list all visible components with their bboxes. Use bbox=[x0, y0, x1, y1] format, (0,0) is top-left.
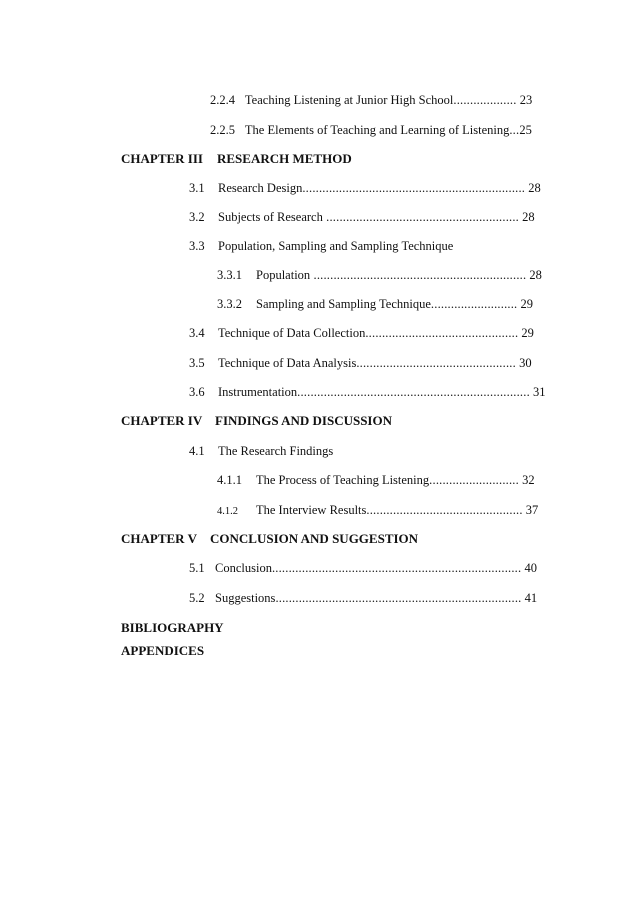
entry-title: Technique of Data Collection bbox=[218, 326, 366, 340]
leader-dots: .......................................................................... bbox=[275, 591, 522, 605]
page-number: 29 bbox=[520, 297, 533, 311]
page-number: 32 bbox=[522, 473, 535, 487]
page-number: 31 bbox=[533, 385, 546, 399]
entry-title: Instrumentation bbox=[218, 385, 298, 399]
toc-entry-5-1 bbox=[189, 560, 537, 576]
toc-entry-3-3-2 bbox=[217, 296, 533, 312]
entry-number: 3.1 bbox=[189, 181, 205, 195]
entry-title: Teaching Listening at Junior High School bbox=[244, 93, 454, 107]
page-number: 23 bbox=[519, 93, 533, 107]
toc-entry-3-6 bbox=[189, 384, 546, 400]
page-number: 28 bbox=[522, 210, 535, 224]
entry-number: 3.5 bbox=[189, 356, 205, 370]
entry-title: Conclusion bbox=[215, 561, 272, 575]
leader-dots: ................................................................... bbox=[302, 181, 526, 195]
appendices-heading: APPENDICES bbox=[121, 643, 205, 658]
leader-dots: ................................................ bbox=[356, 356, 516, 370]
leader-dots: ...................................................................... bbox=[297, 385, 530, 399]
entry-number: 3.4 bbox=[189, 326, 205, 340]
page-number: 25 bbox=[519, 123, 532, 137]
entry-number: 4.1.2 bbox=[217, 506, 238, 517]
entry-title: The Elements of Teaching and Learning of Listening bbox=[244, 123, 510, 137]
page-number: 37 bbox=[525, 503, 539, 517]
page-number: 41 bbox=[524, 591, 538, 605]
leader-dots: .......................................................... bbox=[322, 210, 520, 224]
entry-number: 4.1 bbox=[189, 444, 205, 458]
entry-title: Research Design bbox=[218, 181, 303, 195]
entry-title: Population bbox=[256, 268, 311, 282]
chapter-5-heading bbox=[121, 531, 418, 547]
chapter-4-heading bbox=[121, 413, 392, 429]
toc-entry-5-2 bbox=[189, 590, 537, 606]
toc-entry-3-4 bbox=[189, 325, 534, 341]
toc-entry-3-1 bbox=[189, 180, 541, 196]
entry-number: 5.2 bbox=[189, 591, 205, 605]
page-number: 40 bbox=[524, 561, 537, 575]
leader-dots: ........................................................................... bbox=[271, 561, 522, 575]
entry-number: 3.2 bbox=[189, 210, 205, 224]
toc-entry-3-5 bbox=[189, 355, 532, 371]
leader-dots: ... bbox=[509, 123, 520, 137]
chapter-title: FINDINGS AND DISCUSSION bbox=[215, 413, 392, 428]
entry-title: Population, Sampling and Sampling Technique bbox=[218, 239, 454, 253]
page-number: 28 bbox=[529, 268, 542, 282]
entry-title: Technique of Data Analysis bbox=[218, 356, 357, 370]
page-number: 28 bbox=[528, 181, 541, 195]
toc-entry-4-1-2 bbox=[217, 502, 538, 520]
toc-entry-4-1-1 bbox=[217, 472, 535, 488]
entry-number: 3.6 bbox=[189, 385, 205, 399]
chapter-label: CHAPTER V bbox=[121, 531, 197, 546]
leader-dots: ................................................................ bbox=[310, 268, 527, 282]
entry-title: Subjects of Research bbox=[218, 210, 323, 224]
leader-dots: ................... bbox=[453, 93, 517, 107]
toc-entry-3-3 bbox=[189, 238, 453, 254]
page-number: 30 bbox=[519, 356, 532, 370]
entry-number: 4.1.1 bbox=[217, 473, 242, 487]
leader-dots: .......................... bbox=[430, 297, 518, 311]
chapter-label: CHAPTER III bbox=[121, 151, 203, 166]
entry-number: 3.3.1 bbox=[217, 268, 242, 282]
toc-entry-3-3-1 bbox=[217, 267, 542, 283]
leader-dots: ........................... bbox=[429, 473, 519, 487]
toc-entry-2-2-4 bbox=[210, 92, 532, 108]
entry-number: 5.1 bbox=[189, 561, 205, 575]
toc-entry-3-2 bbox=[189, 209, 535, 225]
entry-number: 2.2.5 bbox=[210, 123, 235, 137]
chapter-label: CHAPTER IV bbox=[121, 413, 203, 428]
toc-entry-4-1 bbox=[189, 443, 333, 459]
toc-entry-2-2-5 bbox=[210, 122, 532, 138]
page-number: 29 bbox=[521, 326, 534, 340]
entry-number: 2.2.4 bbox=[210, 93, 235, 107]
entry-title: The Process of Teaching Listening bbox=[256, 473, 430, 487]
leader-dots: .............................................. bbox=[365, 326, 519, 340]
entry-title: Sampling and Sampling Technique bbox=[256, 297, 431, 311]
entry-number: 3.3 bbox=[189, 239, 205, 253]
chapter-3-heading bbox=[121, 151, 352, 167]
entry-title: The Interview Results bbox=[256, 503, 367, 517]
bibliography-heading: BIBLIOGRAPHY bbox=[121, 620, 224, 635]
leader-dots: ............................................... bbox=[366, 503, 523, 517]
entry-title: The Research Findings bbox=[218, 444, 334, 458]
entry-number: 3.3.2 bbox=[217, 297, 242, 311]
entry-title: Suggestions bbox=[215, 591, 276, 605]
chapter-title: RESEARCH METHOD bbox=[217, 151, 352, 166]
chapter-title: CONCLUSION AND SUGGESTION bbox=[210, 531, 419, 546]
